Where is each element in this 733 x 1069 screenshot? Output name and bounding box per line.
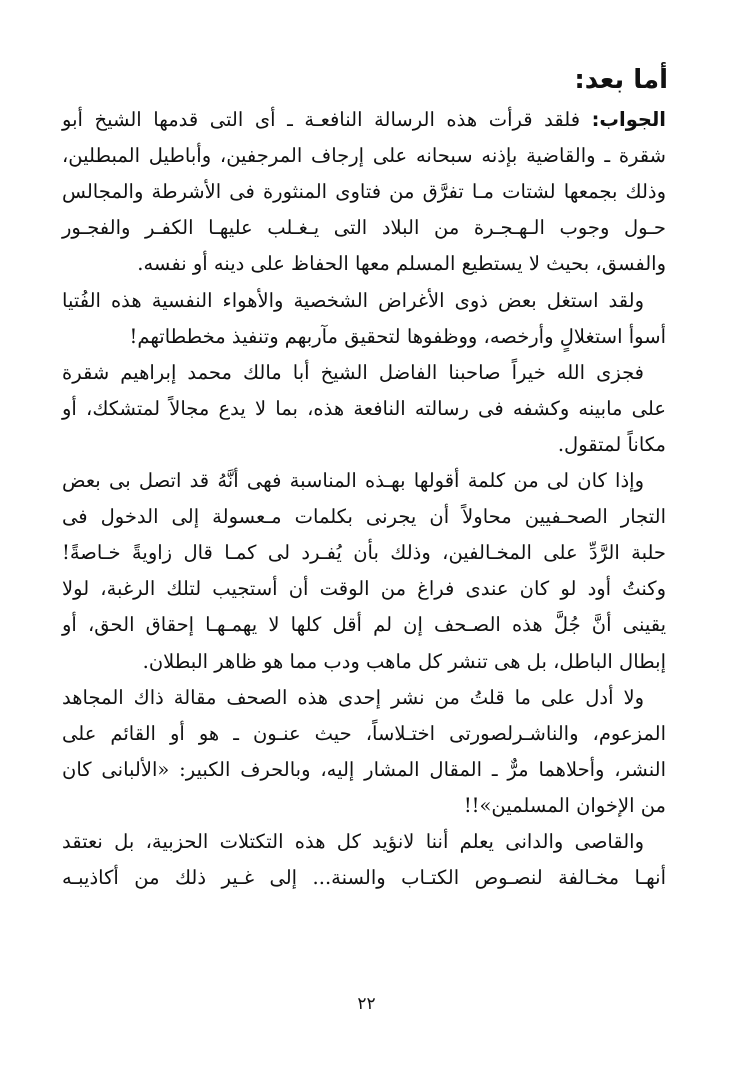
text-line <box>62 102 666 138</box>
line-text: حـول وجوب الـهـجـرة من البلاد التى يـغـلب عليهـا الكفـر والفجـور <box>62 216 666 240</box>
text-line <box>62 535 666 571</box>
text-line <box>62 607 666 643</box>
line-text: ولقد استغل بعض ذوى الأغراض الشخصية والأهواء النفسية هذه الفُتيا <box>62 288 644 312</box>
line-text: وإذا كان لى من كلمة أقولها بهـذه المناسبة فهى أنَّهُ قد اتصل بى بعض <box>62 469 644 492</box>
text-line <box>62 355 644 391</box>
text-line <box>62 463 644 499</box>
text-line <box>62 246 666 282</box>
line-text: وكنتُ أود لو كان عندى فراغ من الوقت أن أستجيب لتلك الرغبة، لولا <box>62 577 666 601</box>
text-line <box>62 752 666 788</box>
line-text: المزعوم، والناشـرلصورتى اختـلاساً، حيث عنـون ـ هو أو القائم على <box>62 721 666 745</box>
text-line <box>62 860 666 896</box>
text-line <box>62 716 666 752</box>
line-text: حلبة الرَّدِّ على المخـالفين، وذلك بأن يُفـرد لى كمـا قال زاويةً خـاصةً! <box>62 541 666 565</box>
answer-label: الجواب: <box>591 108 666 131</box>
text-line <box>62 571 666 607</box>
line-text: ولا أدل على ما قلتُ من نشر إحدى هذه الصحف مقالة ذاك المجاهد <box>62 685 644 709</box>
text-line <box>62 680 644 716</box>
line-text: النشر، وأحلاهما مرٌّ ـ المقال المشار إليه، وبالحرف الكبير: «الألبانى كان <box>62 757 666 781</box>
text-line <box>62 788 666 824</box>
line-text: التجار الصحـفيين محاولاً أن يجرنى بكلمات مـعسولة إلى الدخول فى <box>62 505 666 529</box>
line-text: شقرة ـ والقاضية بإذنه سبحانه على إرجاف المرجفين، وأباطيل المبطلين، <box>62 144 666 168</box>
text-line <box>62 319 666 355</box>
line-text: يقينى أنَّ جُلَّ هذه الصـحف إن لم أقل كلها لا يهمـهـا إحقاق الحق، أو <box>62 613 666 637</box>
line-text: أسوأ استغلالٍ وأرخصه، ووظفوها لتحقيق مآربهم وتنفيذ مخططاتهم! <box>129 324 666 348</box>
text-line <box>62 210 666 246</box>
line-text: أنهـا مخـالفة لنصـوص الكتـاب والسنة... إلى غـير ذلك من أكاذيبـه <box>62 866 666 890</box>
line-text: والفسق، بحيث لا يستطيع المسلم معها الحفاظ على دينه أو نفسه. <box>137 252 666 276</box>
text-line <box>62 283 644 319</box>
section-heading: أما بعد: <box>574 65 668 95</box>
line-text: وذلك بجمعها لشتات مـا تفرَّق من فتاوى المنثورة فى الأشرطة والمجالس <box>62 180 666 204</box>
text-line <box>62 824 644 860</box>
text-line <box>62 499 666 535</box>
text-line <box>62 427 666 463</box>
text-line <box>62 391 666 427</box>
line-text: فلقد قرأت هذه الرسالة النافعـة ـ أى التى قدمها الشيخ أبو <box>62 108 592 131</box>
text-line <box>62 644 666 680</box>
line-text: والقاصى والدانى يعلم أننا لانؤيد كل هذه التكتلات الحزبية، بل نعتقد <box>62 830 644 853</box>
line-text: فجزى الله خيراً صاحبنا الفاضل الشيخ أبا مالك محمد إبراهيم شقرة <box>62 360 644 384</box>
line-text: من الإخوان المسلمين»!! <box>463 793 666 817</box>
line-text: على مابينه وكشفه فى رسالته النافعة هذه، بما لا يدع مجالاً لمتشكك، أو <box>62 396 666 420</box>
page-number: ٢٢ <box>357 994 376 1014</box>
text-line <box>62 174 666 210</box>
line-text: إبطال الباطل، بل هى تنشر كل ماهب ودب مما هو ظاهر البطلان. <box>142 649 666 673</box>
line-text: مكاناً لمتقول. <box>557 432 666 456</box>
text-line <box>62 138 666 174</box>
